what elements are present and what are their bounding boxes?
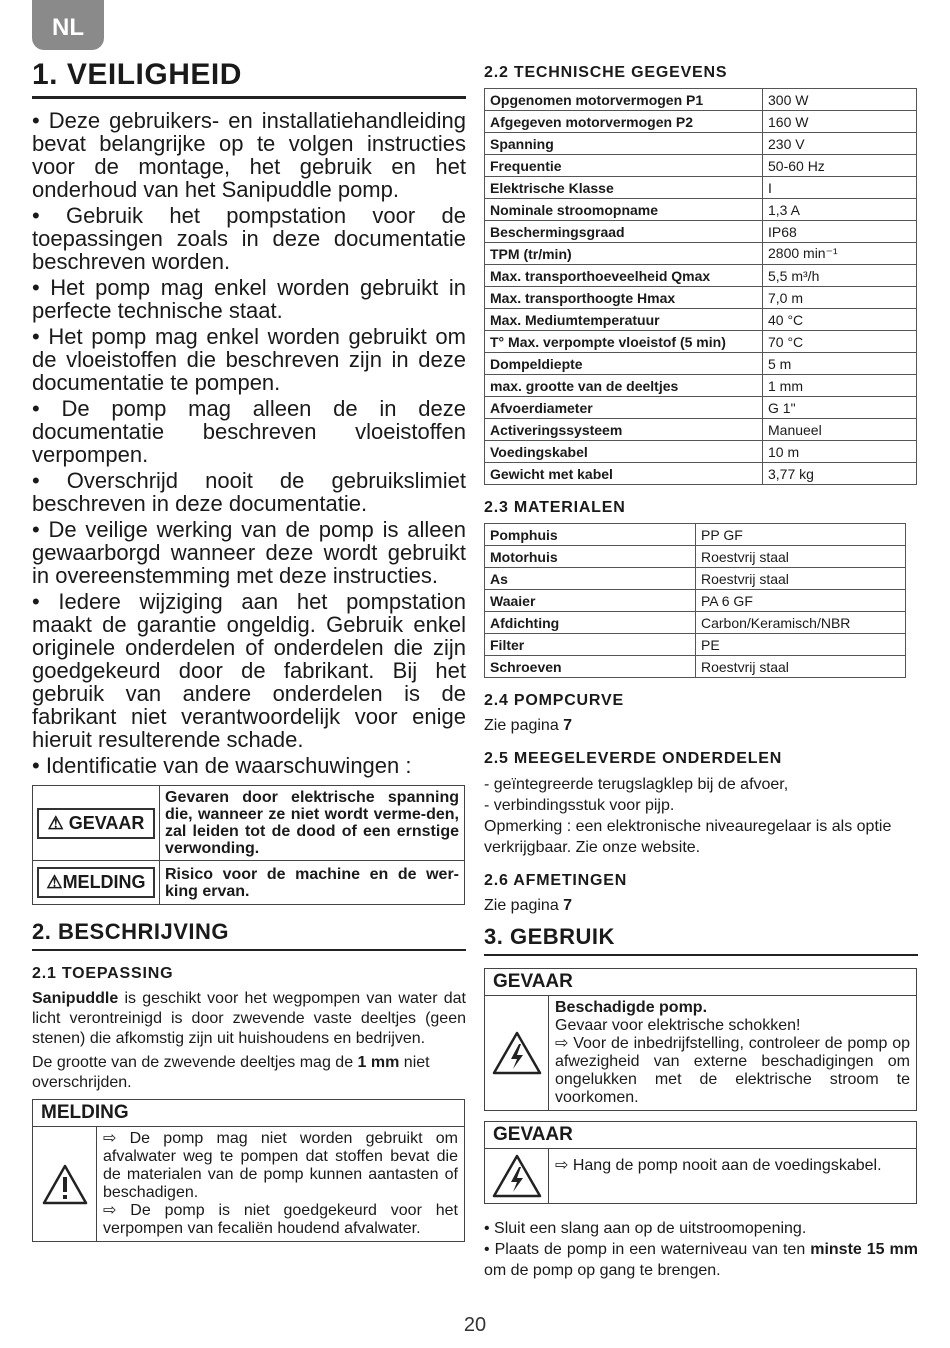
table-row [485, 656, 906, 678]
property-cell: Frequentie [485, 155, 763, 177]
technical-data-table [484, 88, 917, 485]
property-cell: Filter [485, 634, 696, 656]
page-number: 20 [463, 1314, 487, 1336]
value-cell: 2800 min⁻¹ [763, 243, 917, 265]
danger-line: ⇨ Voor de inbedrijfstelling, controleer de pomp op afwezigheid van externe beschadigingen om ongelukken met de elektrische stroom te voorkomen. [555, 1035, 910, 1106]
danger-tag: ⚠ GEVAAR [37, 808, 155, 839]
value-cell: PP GF [696, 524, 906, 546]
property-cell: Waaier [485, 590, 696, 612]
section-2-5-title: 2.5 MEEGELEVERDE ONDERDELEN [484, 750, 783, 767]
supplied-part-item: - verbindingsstuk voor pijp. [484, 797, 675, 814]
pump-curve-ref: Zie pagina 7 [484, 717, 573, 734]
property-cell: As [485, 568, 696, 590]
value-cell: Carbon/Keramisch/NBR [696, 612, 906, 634]
section-2-3-title: 2.3 MATERIALEN [484, 499, 626, 516]
left-column [32, 58, 466, 1242]
value-cell: 160 W [763, 111, 917, 133]
table-row [485, 590, 906, 612]
warning-text: Gevaren door elektrische spanning die, wanneer ze niet wordt verme-den, zal leiden tot de dood of een ernstige verwonding. [160, 786, 465, 861]
property-cell: Activeringssysteem [485, 419, 763, 441]
section-1-title: 1. VEILIGHEID [32, 58, 466, 99]
table-row [485, 265, 917, 287]
value-cell: Roestvrij staal [696, 568, 906, 590]
section-2-2-title: 2.2 TECHNISCHE GEGEVENS [484, 64, 728, 81]
bullet-item: • Deze gebruikers- en installatiehandleiding bevat belangrijke op te volgen instructies voor de montage, het gebruik en het onderhoud van het Sanipuddle pomp. [32, 108, 466, 202]
application-paragraph: Sanipuddle is geschikt voor het wegpompen van water dat licht verontreinigd is door zwevende vaste deeltjes (geen stenen) die afkomstig zijn uit huishoudens en bedrijven. [32, 990, 466, 1047]
table-row [485, 524, 906, 546]
property-cell: Max. transporthoogte Hmax [485, 287, 763, 309]
dimensions-ref: Zie pagina 7 [484, 897, 573, 914]
table-row [485, 634, 906, 656]
value-cell: 230 V [763, 133, 917, 155]
danger-line: ⇨ Hang de pomp nooit aan de voedingskabel. [555, 1157, 882, 1174]
electric-hazard-icon [485, 1149, 549, 1203]
property-cell: Afvoerdiameter [485, 397, 763, 419]
section-2-title: 2. BESCHRIJVING [32, 919, 466, 951]
value-cell: Roestvrij staal [696, 656, 906, 678]
value-cell: Roestvrij staal [696, 546, 906, 568]
table-row [485, 331, 917, 353]
property-cell: Opgenomen motorvermogen P1 [485, 89, 763, 111]
usage-bullet: • Sluit een slang aan op de uitstroomopening. [484, 1220, 807, 1237]
value-cell: 5 m [763, 353, 917, 375]
property-cell: Schroeven [485, 656, 696, 678]
property-cell: Elektrische Klasse [485, 177, 763, 199]
danger-box-title: GEVAAR [485, 1122, 916, 1149]
value-cell: 1 mm [763, 375, 917, 397]
section-2-1-title: 2.1 TOEPASSING [32, 965, 174, 982]
table-row [485, 568, 906, 590]
danger-title: Beschadigde pomp. [555, 999, 708, 1016]
supplied-part-item: - geïntegreerde terugslagklep bij de afvoer, [484, 776, 789, 793]
warning-legend-table [32, 785, 465, 905]
property-cell: Gewicht met kabel [485, 463, 763, 485]
table-row [485, 287, 917, 309]
table-row [485, 89, 917, 111]
property-cell: Pomphuis [485, 524, 696, 546]
property-cell: Voedingskabel [485, 441, 763, 463]
value-cell: 50-60 Hz [763, 155, 917, 177]
danger-line: Gevaar voor elektrische schokken! [555, 1017, 801, 1034]
section-2-6-title: 2.6 AFMETINGEN [484, 872, 628, 889]
usage-bullet: • Plaats de pomp in een waterniveau van ten minste 15 mm om de pomp op gang te brengen. [484, 1241, 919, 1279]
table-row [485, 397, 917, 419]
notice-box [32, 1099, 465, 1242]
property-cell: Nominale stroomopname [485, 199, 763, 221]
table-row [485, 221, 917, 243]
value-cell: 5,5 m³/h [763, 265, 917, 287]
value-cell: 70 °C [763, 331, 917, 353]
table-row [485, 353, 917, 375]
table-row [485, 177, 917, 199]
bullet-item: • De veilige werking van de pomp is alleen gewaarborgd wanneer deze wordt gebruikt in overeenstemming met deze instructies. [32, 517, 466, 588]
value-cell: 7,0 m [763, 287, 917, 309]
property-cell: Afgegeven motorvermogen P2 [485, 111, 763, 133]
bullet-item: • Overschrijd nooit de gebruikslimiet beschreven in deze documentatie. [32, 468, 466, 516]
property-cell: Spanning [485, 133, 763, 155]
bullet-item: • Het pomp mag enkel worden gebruikt in perfecte technische staat. [32, 275, 466, 323]
danger-box-title: GEVAAR [485, 969, 916, 996]
table-row [485, 199, 917, 221]
table-row [485, 419, 917, 441]
warning-row [33, 786, 465, 861]
table-row [485, 375, 917, 397]
property-cell: Afdichting [485, 612, 696, 634]
table-row [485, 155, 917, 177]
value-cell: 3,77 kg [763, 463, 917, 485]
language-tab: NL [32, 0, 104, 50]
property-cell: TPM (tr/min) [485, 243, 763, 265]
warning-text: Risico voor de machine en de wer-king ervan. [160, 861, 465, 905]
right-column [484, 58, 918, 1281]
value-cell: 10 m [763, 441, 917, 463]
notice-tag: ⚠MELDING [37, 867, 155, 898]
table-row [485, 243, 917, 265]
particle-size-paragraph: De grootte van de zwevende deeltjes mag de 1 mm niet overschrijden. [32, 1054, 430, 1091]
value-cell: Manueel [763, 419, 917, 441]
value-cell: 40 °C [763, 309, 917, 331]
materials-table [484, 523, 906, 678]
bullet-item: • De pomp mag alleen de in deze documentatie beschreven vloeistoffen verpompen. [32, 396, 466, 467]
notice-line: ⇨ De pomp mag niet worden gebruikt om afvalwater weg te pompen dat stoffen bevat die de materialen van de pomp kunnen aantasten of beschadigen. [103, 1130, 458, 1201]
value-cell: PA 6 GF [696, 590, 906, 612]
supplied-parts-note: Opmerking : een elektronische niveauregelaar is als optie verkrijgbaar. Zie onze website. [484, 818, 892, 856]
property-cell: Max. transporthoeveelheid Qmax [485, 265, 763, 287]
table-row [485, 612, 906, 634]
table-row [485, 111, 917, 133]
table-row [485, 463, 917, 485]
notice-box-title: MELDING [33, 1100, 464, 1127]
value-cell: PE [696, 634, 906, 656]
value-cell: I [763, 177, 917, 199]
table-row [485, 309, 917, 331]
table-row [485, 441, 917, 463]
bullet-item: • Gebruik het pompstation voor de toepassingen zoals in deze documentatie beschreven worden. [32, 203, 466, 274]
table-row [485, 133, 917, 155]
value-cell: G 1" [763, 397, 917, 419]
danger-box [484, 968, 917, 1111]
warning-triangle-icon [33, 1127, 97, 1241]
warning-triangle-icon: ⚠ [46, 872, 63, 892]
property-cell: Motorhuis [485, 546, 696, 568]
property-cell: max. grootte van de deeltjes [485, 375, 763, 397]
bullet-item: • Het pomp mag enkel worden gebruikt om de vloeistoffen die beschreven zijn in deze documentatie te pompen. [32, 324, 466, 395]
danger-box [484, 1121, 917, 1204]
value-cell: 300 W [763, 89, 917, 111]
property-cell: T° Max. verpompte vloeistof (5 min) [485, 331, 763, 353]
notice-line: ⇨ De pomp is niet goedgekeurd voor het verpompen van fecaliën houdend afvalwater. [103, 1202, 458, 1237]
section-2-4-title: 2.4 POMPCURVE [484, 692, 624, 709]
warning-row [33, 861, 465, 905]
table-row [485, 546, 906, 568]
bullet-item: • Iedere wijziging aan het pompstation maakt de garantie ongeldig. Gebruik enkel originele onderdelen of onderdelen die zijn goedgekeurd door de fabrikant. Bij het gebruik van andere onderdelen is de fabrikant niet verantwoordelijk voor enige hieruit resulterende schade. [32, 589, 466, 752]
value-cell: 1,3 A [763, 199, 917, 221]
property-cell: Dompeldiepte [485, 353, 763, 375]
section-3-title: 3. GEBRUIK [484, 924, 918, 956]
warning-triangle-icon: ⚠ [47, 812, 64, 833]
value-cell: IP68 [763, 221, 917, 243]
bullet-item: • Identificatie van de waarschuwingen : [32, 753, 412, 778]
property-cell: Beschermingsgraad [485, 221, 763, 243]
safety-bullets [32, 109, 466, 777]
electric-hazard-icon [485, 996, 549, 1110]
property-cell: Max. Mediumtemperatuur [485, 309, 763, 331]
